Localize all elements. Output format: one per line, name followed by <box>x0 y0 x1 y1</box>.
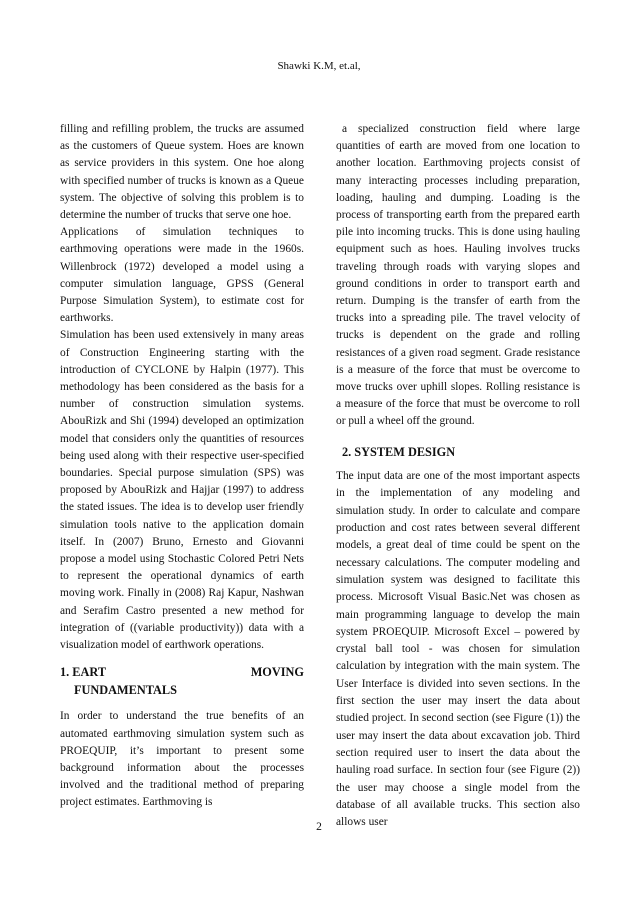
paragraph: filling and refilling problem, the trucks are assumed as the customers of Queue system. Hoes are known as service providers in this system. One hoe along with specified number of trucks is known as a Queue system. The objective of solving this problem is to determine the number of trucks that serve one hoe. <box>60 123 304 222</box>
right-column <box>336 121 580 831</box>
left-column <box>60 121 304 812</box>
section-heading-1-part-c: FUNDAMENTALS <box>74 682 177 697</box>
running-header: Shawki K.M, et.al, <box>277 60 361 72</box>
paragraph: The input data are one of the most important aspects in the implementation of any modeling and simulation study. In order to calculate and compare production and cost rates between several different models, a great deal of time could be spent on the necessary calculations. The computer modeling and simulation system was designed to facilitate this process. Microsoft Visual Basic.Net was chosen as main programming language to develop the main system PROEQUIP. Microsoft Excel – powered by crystal ball tool - was chosen for simulation calculation by integration with the main system. The User Interface is divided into seven sections. In the first section the user may insert the data about studied project. In second section (see Figure (1)) the user may insert the data about excavation job. Third section required user to insert the data about the hauling road surface. In section four (see Figure (2)) the user may choose a single model from the database of all available trucks. This section also allows user <box>336 470 580 829</box>
page-number: 2 <box>316 821 322 833</box>
paragraph: Applications of simulation techniques to earthmoving operations were made in the 1960s. Willenbrock (1972) developed a model using a computer simulation language, GPSS (General Purpose Simulation System), to estimate cost for earthworks. <box>60 226 304 325</box>
paragraph: In order to understand the true benefits of an automated earthmoving simulation system such as PROEQUIP, it’s important to present some background information about the processes involved and the traditional method of preparing project estimates. Earthmoving is <box>60 710 304 809</box>
section-heading-1 <box>60 664 304 699</box>
paragraph: Simulation has been used extensively in many areas of Construction Engineering starting with the introduction of CYCLONE by Halpin (1977). This methodology has been considered as the basis for a number of construction simulation systems. AbouRizk and Shi (1994) developed an optimization model that considers only the quantities of resources being used along with their respective user-specified boundaries. Special purpose simulation (SPS) was proposed by AbouRizk and Hajjar (1997) to address the stated issues. The idea is to develop user friendly simulation tools native to the application domain itself. In (2007) Bruno, Ernesto and Giovanni propose a model using Stochastic Colored Petri Nets to represent the operational dynamics of earth moving work. Finally in (2008) Raj Kapur, Nashwan and Serafim Castro presented a new method for integration of ((variable productivity)) data with a visualization model of earthwork operations. <box>60 329 304 652</box>
paragraph: a specialized construction field where large quantities of earth are moved from one location to another location. Earthmoving projects consist of many interacting processes including preparation, loading, hauling and dumping. Loading is the process of transporting earth from the prepared earth pile into incoming trucks. This is done using hauling equipment such as hoes. Hauling involves trucks traveling through roads with varying slopes and ground conditions in order to transport earth and return. Dumping is the transfer of earth from the trucks into a spreading pile. The travel velocity of trucks is dependent on the grade and rolling resistances of a given road segment. Grade resistance is a measure of the force that must be overcome to move trucks over uphill slopes. Rolling resistance is a measure of the force that must be overcome to roll or pull a wheel off the ground. <box>336 123 580 428</box>
section-heading-1-part-b: MOVING <box>250 665 304 680</box>
section-heading-2: 2. SYSTEM DESIGN <box>342 444 456 459</box>
section-heading-1-part-a: 1. EART <box>60 665 107 680</box>
